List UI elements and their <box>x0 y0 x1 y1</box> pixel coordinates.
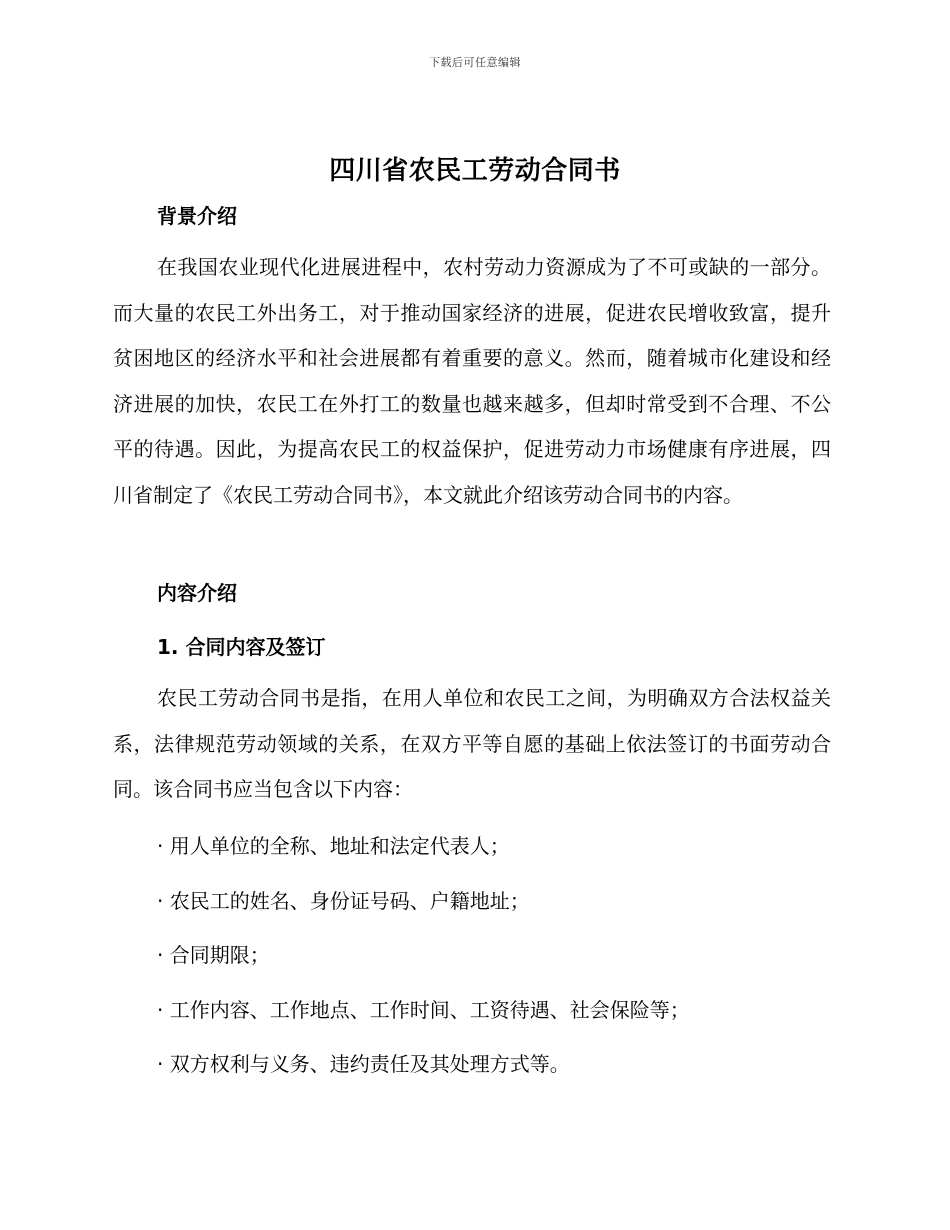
list-item: · 双方权利与义务、违约责任及其处理方式等。 <box>157 1052 570 1076</box>
document-title: 四川省农民工劳动合同书 <box>329 156 621 186</box>
list-item: · 农民工的姓名、身份证号码、户籍地址； <box>157 889 530 913</box>
list-item: · 用人单位的全称、地址和法定代表人； <box>157 834 510 858</box>
content-heading: 内容介绍 <box>157 581 237 605</box>
list-item: · 合同期限； <box>157 943 270 967</box>
list-item: · 工作内容、工作地点、工作时间、工资待遇、社会保险等； <box>157 998 690 1022</box>
background-paragraph: 在我国农业现代化进展进程中，农村劳动力资源成为了不可或缺的一部分。而大量的农民工外出务工，对于推动国家经济的进展，促进农民增收致富，提升贫困地区的经济水平和社会进展都有着重要的意义。然而，随着城市化建设和经济进展的加快，农民工在外打工的数量也越来越多，但却时常受到不合理、不公平的待遇。因此，为提高农民工的权益保护，促进劳动力市场健康有序进展，四川省制定了《农民工劳动合同书》，本文就此介绍该劳动合同书的内容。 <box>113 255 831 507</box>
section1-paragraph: 农民工劳动合同书是指，在用人单位和农民工之间，为明确双方合法权益关系，法律规范劳动领域的关系，在双方平等自愿的基础上依法签订的书面劳动合同。该合同书应当包含以下内容： <box>113 686 831 801</box>
header-note: 下载后可任意编辑 <box>429 56 521 69</box>
background-heading: 背景介绍 <box>157 204 237 228</box>
section1-heading: 1. 合同内容及签订 <box>157 635 326 659</box>
